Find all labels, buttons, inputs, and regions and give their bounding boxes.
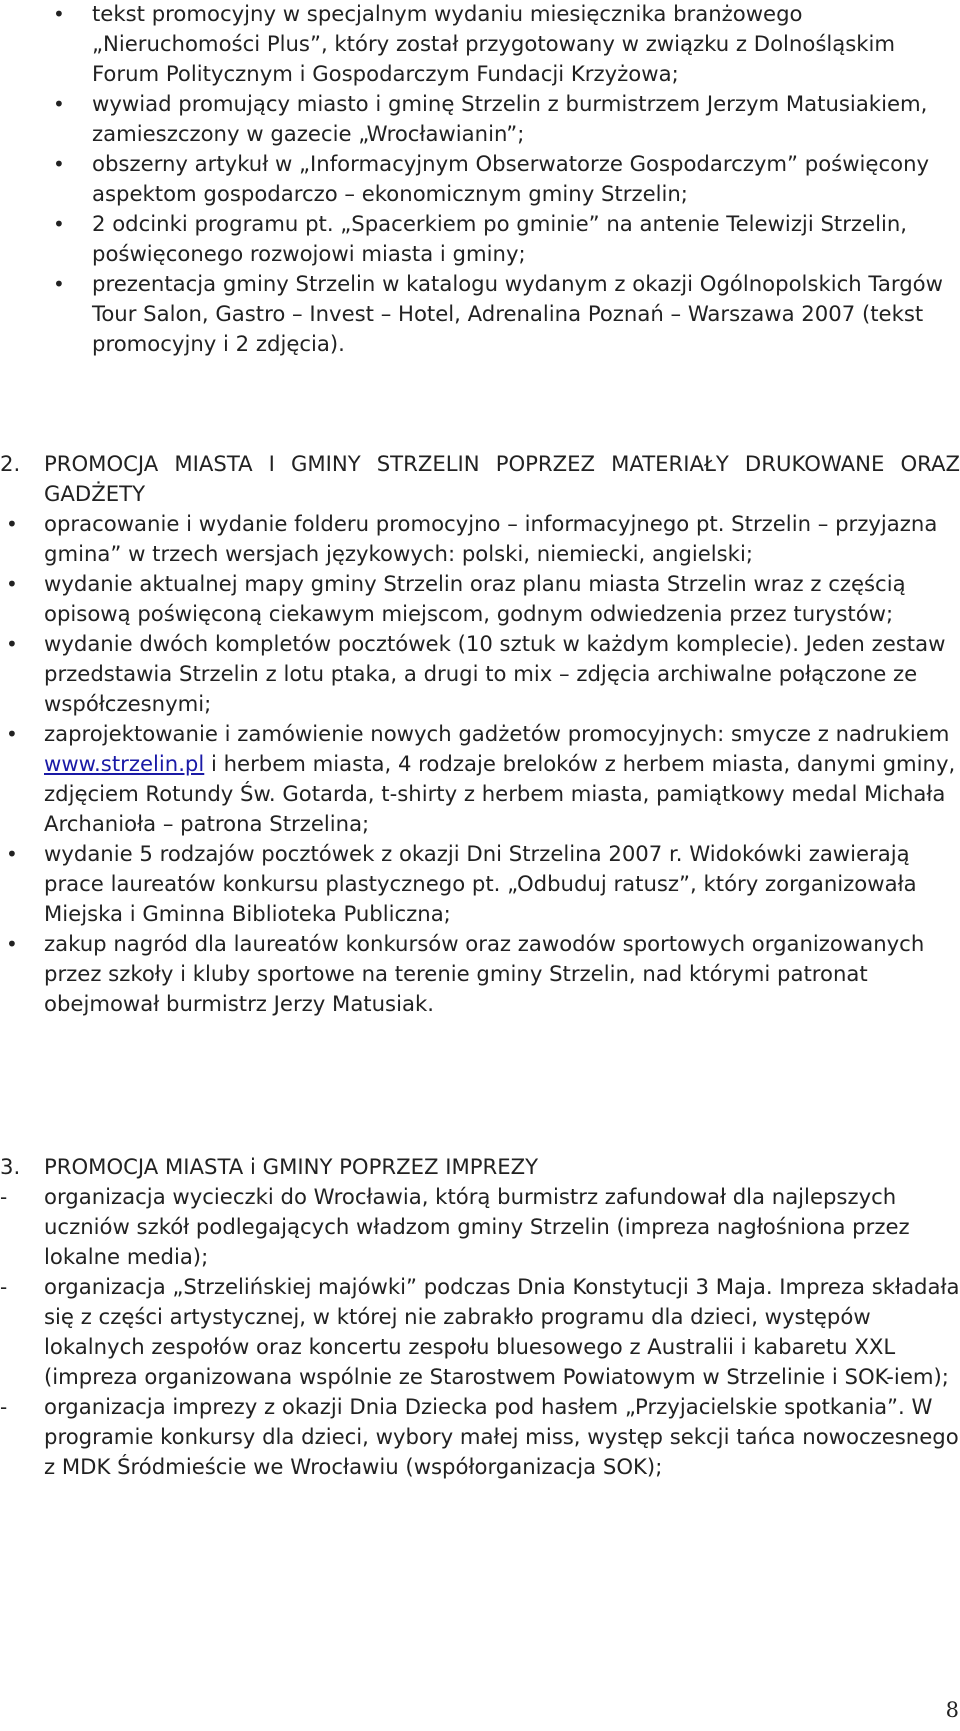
bullet-marker: • — [6, 842, 18, 866]
section-2-bullet-list — [0, 509, 960, 1019]
bullet-marker: • — [6, 572, 18, 596]
section-2 — [0, 449, 960, 1019]
dash-marker: - — [0, 1395, 8, 1419]
list-item — [46, 209, 958, 269]
list-item — [0, 839, 960, 929]
list-item — [0, 569, 960, 629]
list-item — [0, 509, 960, 569]
list-item-text: tekst promocyjny w specjalnym wydaniu miesięcznika branżowego „Nieruchomości Plus”, który został przygotowany w związku z Dolnośląskim Forum Politycznym i Gospodarczym Fundacji Krzyżowa; — [92, 1, 896, 86]
list-item — [46, 0, 958, 89]
section-3 — [0, 1152, 960, 1482]
list-item-text: wywiad promujący miasto i gminę Strzelin z burmistrzem Jerzym Matusiakiem, zamieszczony w gazecie „Wrocławianin”; — [92, 91, 928, 146]
bullet-marker: • — [53, 152, 65, 176]
bullet-marker: • — [6, 632, 18, 656]
list-item — [46, 269, 958, 359]
list-item-text: wydanie 5 rodzajów pocztówek z okazji Dni Strzelina 2007 r. Widokówki zawierają prace laureatów konkursu plastycznego pt. „Odbuduj ratusz”, który zorganizowała Miejska i Gminna Biblioteka Publiczna; — [44, 841, 917, 926]
intro-bullet-list — [46, 0, 958, 359]
list-item-text: organizacja imprezy z okazji Dnia Dziecka pod hasłem „Przyjacielskie spotkania”. W programie konkursy dla dzieci, wybory małej miss, występ sekcji tańca nowoczesnego z MDK Śródmieście we Wrocławiu (współorganizacja SOK); — [44, 1394, 959, 1479]
bullet-marker: • — [53, 272, 65, 296]
bullet-marker: • — [6, 512, 18, 536]
list-item-text: wydanie aktualnej mapy gminy Strzelin oraz planu miasta Strzelin wraz z częścią opisową poświęconą ciekawym miejscom, godnym odwiedzenia przez turystów; — [44, 571, 906, 626]
list-item — [0, 1272, 960, 1392]
bullet-marker: • — [53, 2, 65, 26]
list-item-text: zakup nagród dla laureatów konkursów oraz zawodów sportowych organizowanych przez szkoły i kluby sportowe na terenie gminy Strzelin, nad którymi patronat obejmował burmistrz Jerzy Matusiak. — [44, 931, 925, 1016]
section-number: 2. — [0, 451, 21, 476]
list-item-text: organizacja wycieczki do Wrocławia, którą burmistrz zafundował dla najlepszych uczniów szkół podlegających władzom gminy Strzelin (impreza nagłośniona przez lokalne media); — [44, 1184, 910, 1269]
section-heading-text: PROMOCJA MIASTA I GMINY STRZELIN POPRZEZ MATERIAŁY DRUKOWANE ORAZ GADŻETY — [44, 451, 960, 506]
section-number: 3. — [0, 1154, 21, 1179]
list-item-text: wydanie dwóch kompletów pocztówek (10 sztuk w każdym komplecie). Jeden zestaw przedstawia Strzelin z lotu ptaka, a drugi to mix – zdjęcia archiwalne połączone ze współczesnymi; — [44, 631, 946, 716]
section-3-dash-list — [0, 1182, 960, 1482]
list-item — [0, 1392, 960, 1482]
bullet-marker: • — [53, 92, 65, 116]
section-heading — [0, 449, 960, 509]
list-item — [0, 629, 960, 719]
bullet-marker: • — [53, 212, 65, 236]
list-item — [46, 89, 958, 149]
section-heading-text: PROMOCJA MIASTA i GMINY POPRZEZ IMPREZY — [44, 1154, 539, 1179]
dash-marker: - — [0, 1275, 8, 1299]
list-item-text: organizacja „Strzelińskiej majówki” podczas Dnia Konstytucji 3 Maja. Impreza składała się z części artystycznej, w której nie zabrakło programu dla dzieci, występów lokalnych zespołów oraz koncertu zespołu bluesowego z Australii i kabaretu XXL (impreza organizowana wspólnie ze Starostwem Powiatowym w Strzelinie i SOK-iem); — [44, 1274, 960, 1389]
list-item — [0, 929, 960, 1019]
list-item — [46, 149, 958, 209]
list-item-text: prezentacja gminy Strzelin w katalogu wydanym z okazji Ogólnopolskich Targów Tour Salon, Gastro – Invest – Hotel, Adrenalina Poznań – Warszawa 2007 (tekst promocyjny i 2 zdjęcia). — [92, 271, 943, 356]
list-item-text: opracowanie i wydanie folderu promocyjno – informacyjnego pt. Strzelin – przyjazna gmina” w trzech wersjach językowych: polski, niemiecki, angielski; — [44, 511, 938, 566]
list-item-text-part: zaprojektowanie i zamówienie nowych gadżetów promocyjnych: smycze z nadrukiem — [44, 721, 950, 746]
list-item-text — [44, 719, 960, 839]
website-link[interactable]: www.strzelin.pl — [44, 751, 205, 776]
list-item — [0, 719, 960, 839]
section-heading — [0, 1152, 960, 1182]
list-item-text: 2 odcinki programu pt. „Spacerkiem po gminie” na antenie Telewizji Strzelin, poświęconego rozwojowi miasta i gminy; — [92, 211, 908, 266]
list-item — [0, 1182, 960, 1272]
bullet-marker: • — [6, 932, 18, 956]
dash-marker: - — [0, 1185, 8, 1209]
bullet-marker: • — [6, 722, 18, 746]
list-item-text: obszerny artykuł w „Informacyjnym Obserwatorze Gospodarczym” poświęcony aspektom gospodarczo – ekonomicznym gminy Strzelin; — [92, 151, 930, 206]
list-item-text-part: i herbem miasta, 4 rodzaje breloków z herbem miasta, danymi gminy, zdjęciem Rotundy Św. Gotarda, t-shirty z herbem miasta, pamiątkowy medal Michała Archanioła – patrona Strzelina; — [44, 751, 956, 836]
page-number: 8 — [945, 1698, 959, 1722]
